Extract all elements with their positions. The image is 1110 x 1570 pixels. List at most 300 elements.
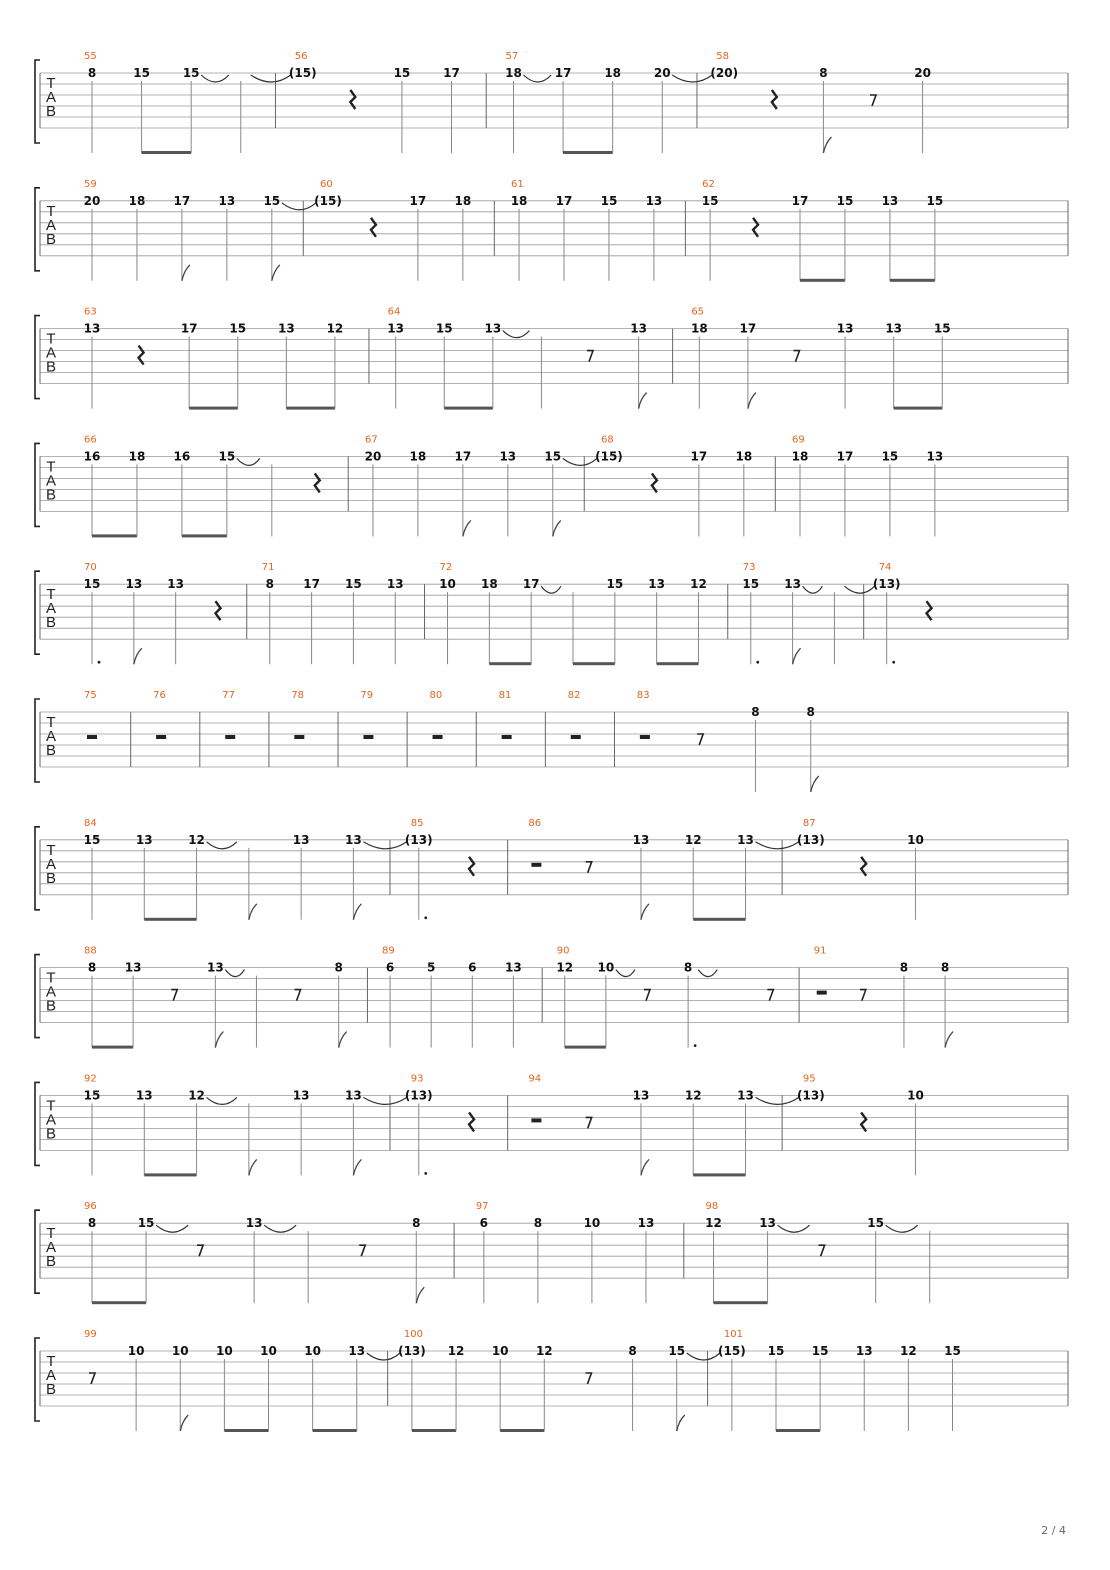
fret-number: 13 [737,832,754,847]
tab-clef-letter: T [46,458,56,476]
fret-number: 18 [128,193,146,208]
note-beam [800,279,845,282]
fret-number: 20 [83,193,101,208]
measure-number: 82 [567,690,581,701]
note-flag [249,1159,257,1175]
fret-number: 17 [443,66,460,80]
note-beam [92,1046,133,1049]
tie-arc [207,842,237,849]
sixteenth-rest [870,95,876,106]
tie-arc [541,586,561,593]
measure-number: 55 [84,51,97,62]
fret-number: 10 [491,1344,509,1358]
measure-number: 67 [364,434,378,446]
half-rest [363,735,373,739]
fret-number: 12 [326,321,344,336]
dot [892,661,895,664]
fret-number: 13 [926,449,944,464]
fret-number: 13 [784,577,801,592]
fret-number: 10 [171,1344,189,1358]
note-flag [416,1287,424,1303]
tie-arc [756,1097,799,1104]
tab-clef-letter: T [46,841,56,859]
fret-number: 17 [836,449,854,464]
note-beam [489,662,531,665]
tab-clef-letter: T [46,1353,56,1370]
half-rest [817,991,827,995]
measure-number: 85 [410,817,424,829]
measure-number: 80 [429,690,443,701]
fret-number: 15 [600,193,618,208]
fret-number: (13) [398,1344,426,1358]
fret-number: 13 [836,321,854,336]
fret-number: 10 [127,1344,145,1358]
eighth-rest [767,990,773,1001]
eighth-rest [171,990,177,1001]
fret-number: 17 [522,577,540,592]
fret-number: 13 [484,321,502,336]
measure-number: 68 [600,434,614,446]
fret-number: 8 [533,1216,543,1231]
measure-number: 64 [387,306,401,318]
fret-number: 13 [277,321,295,336]
tab-clef-letter: T [46,1225,56,1243]
fret-number: 15 [944,1344,961,1358]
system-bracket [35,955,40,1038]
fret-number: 10 [907,1088,924,1103]
fret-number: 18 [128,449,146,464]
note-flag [639,393,647,409]
tie-arc [886,1225,918,1232]
tie-arc [698,970,717,977]
fret-number: 17 [303,577,320,592]
fret-number: 15 [435,321,453,336]
system-bracket [35,316,40,399]
note-beam [890,279,935,282]
fret-number: 12 [556,960,574,975]
system-bracket [35,1082,40,1165]
measure-number: 99 [84,1329,97,1340]
note-flag [793,648,801,664]
note-beam [286,407,335,410]
note-beam [313,1429,357,1432]
tie-arc [616,970,635,977]
fret-number: (13) [797,832,825,847]
half-rest [294,735,304,739]
note-beam [92,1301,146,1304]
eighth-rest [586,862,592,873]
note-flag [677,1415,685,1431]
fret-number: 10 [260,1344,277,1358]
note-beam [776,1429,820,1432]
measure-number: 70 [84,562,97,574]
tab-clef-letter: T [46,714,56,731]
fret-number: 13 [499,449,517,464]
tab-clef-letter: T [46,1097,56,1115]
note-beam [714,1301,768,1304]
fret-number: (15) [718,1344,746,1358]
measure-number: 77 [222,690,235,701]
fret-number: 13 [345,1088,362,1103]
fret-number: 10 [583,1216,601,1231]
fret-number: 13 [630,321,647,336]
fret-number: 18 [505,66,522,80]
fret-number: 15 [229,321,247,336]
measure-number: 66 [84,434,97,446]
sixteenth-rest [197,1245,203,1256]
measure-number: 76 [153,690,166,701]
dot [98,661,101,664]
fret-number: 8 [940,960,950,975]
tie-arc [367,1353,400,1360]
note-flag [945,1032,953,1048]
note-beam [563,151,613,154]
tie-arc [844,586,874,593]
fret-number: 15 [767,1344,785,1358]
note-flag [180,1415,188,1431]
fret-number: 18 [409,449,427,464]
note-flag [823,137,831,153]
tie-arc [672,75,712,82]
half-rest [225,735,235,739]
tab-clef-letter: A [45,89,57,106]
fret-number: (15) [595,449,623,464]
measure-number: 94 [528,1073,542,1085]
tab-clef-letter: A [45,983,57,1001]
tab-clef-letter: B [45,1253,57,1271]
system-bracket [35,571,40,654]
fret-number: 17 [739,321,757,336]
note-beam [224,1429,268,1432]
tie-arc [156,1225,188,1232]
fret-number: 15 [926,193,944,208]
tab-clef-letter: B [45,103,57,120]
measure-number: 58 [716,51,729,62]
tie-arc [201,75,229,82]
measure-number: 62 [702,178,715,190]
fret-number: (13) [872,577,901,592]
fret-number: (13) [404,832,433,847]
note-beam [693,918,745,921]
eighth-rest [587,351,593,362]
fret-number: 18 [454,193,472,208]
tab-clef-letter: B [45,997,57,1015]
fret-number: 15 [867,1216,885,1231]
fret-number: 13 [632,1088,650,1103]
note-flag [553,520,561,536]
fret-number: 13 [206,960,224,975]
fret-number: (20) [710,66,739,80]
fret-number: 17 [791,193,809,208]
fret-number: 15 [544,449,562,464]
tie-arc [363,842,406,849]
tie-arc [503,331,530,338]
fret-number: 18 [604,66,622,80]
fret-number: 8 [751,705,760,719]
fret-number: 13 [292,1088,310,1103]
fret-number: 15 [836,193,854,208]
note-beam [412,1429,456,1432]
half-rest [502,735,512,739]
measure-number: 86 [528,817,542,829]
measure-number: 98 [705,1201,719,1213]
system-bracket [35,443,40,526]
measure-number: 96 [84,1201,97,1213]
fret-number: 15 [83,832,101,847]
fret-number: 13 [345,832,362,847]
fret-number: 13 [125,577,143,592]
note-flag [811,776,819,792]
fret-number: 6 [468,960,477,975]
half-rest [531,863,541,867]
fret-number: 18 [735,449,753,464]
measure-number: 63 [84,306,97,318]
tie-arc [207,1097,237,1104]
fret-number: 15 [393,66,411,80]
half-rest [156,735,166,739]
fret-number: (13) [797,1088,825,1103]
tab-clef-letter: A [45,728,57,745]
fret-number: (15) [314,193,342,208]
eighth-rest [585,1373,591,1384]
fret-number: 13 [135,1088,153,1103]
tab-clef-letter: A [45,600,57,618]
measure-number: 93 [410,1073,424,1085]
fret-number: 13 [348,1344,366,1358]
fret-number: 6 [385,960,395,975]
half-rest [640,735,650,739]
tie-arc [756,842,799,849]
fret-number: 13 [885,321,903,336]
measure-number: 57 [505,51,519,62]
tab-clef-letter: B [45,1125,57,1143]
measure-number: 69 [792,434,805,446]
measure-number: 59 [84,178,97,190]
measure-number: 78 [291,690,305,701]
note-beam [182,534,227,537]
note-beam [144,1173,196,1176]
measure-number: 101 [723,1329,743,1340]
tab-clef-letter: A [45,1111,57,1129]
tab-clef-letter: B [45,230,57,248]
tie-arc [687,1353,720,1360]
fret-number: 15 [218,449,236,464]
half-rest [87,735,97,739]
note-beam [144,918,196,921]
tie-arc [264,1225,296,1232]
measure-number: 88 [84,945,97,957]
fret-number: 13 [648,577,666,592]
note-flag [272,265,280,281]
fret-number: 15 [606,577,624,592]
fret-number: 10 [907,832,924,847]
note-flag [641,1159,649,1175]
fret-number: 6 [479,1216,489,1231]
tab-clef-letter: A [45,472,57,490]
fret-number: 8 [819,66,828,80]
note-beam [142,151,192,154]
tie-arc [778,1225,810,1232]
fret-number: 13 [83,321,101,336]
fret-number: 20 [653,66,671,80]
tie-arc [803,586,823,593]
measure-number: 65 [691,306,705,318]
fret-number: 8 [87,66,97,80]
tab-clef-letter: A [45,216,57,234]
fret-number: 13 [387,321,405,336]
fret-number: 17 [690,449,708,464]
sixteenth-rest [644,990,650,1001]
measure-number: 61 [511,178,524,190]
fret-number: 12 [900,1344,917,1358]
fret-number: 13 [505,960,522,975]
tie-arc [225,970,244,977]
fret-number: 13 [637,1216,655,1231]
eighth-rest [359,1245,365,1256]
fret-number: 13 [245,1216,263,1231]
fret-number: 15 [345,577,362,592]
measure-number: 79 [360,690,374,701]
fret-number: 8 [87,960,97,975]
measure-number: 89 [382,945,395,957]
measure-number: 60 [320,178,333,190]
measure-number: 97 [475,1201,489,1213]
system-bracket [35,827,40,910]
fret-number: 13 [135,832,153,847]
note-beam [444,407,493,410]
fret-number: 13 [737,1088,754,1103]
half-rest [571,735,581,739]
fret-number: 13 [881,193,899,208]
page-indicator: 2 / 4 [1041,1524,1066,1537]
tie-arc [282,203,316,210]
fret-number: 17 [180,321,198,336]
eighth-rest [586,1117,592,1128]
note-flag [339,1032,347,1048]
fret-number: 12 [690,577,707,592]
fret-number: 16 [173,449,191,464]
tie-arc [363,1097,406,1104]
eighth-rest [860,990,866,1001]
tab-clef-letter: T [46,969,56,987]
system-bracket [35,699,40,782]
note-flag [641,904,649,920]
system-bracket [35,188,40,271]
tab-clef-letter: A [45,344,57,362]
measure-number: 74 [878,562,892,574]
fret-number: 8 [334,960,343,975]
sixteenth-rest [819,1245,825,1256]
tab-clef-letter: T [46,202,56,220]
measure-number: 95 [802,1073,816,1085]
note-flag [353,1159,361,1175]
measure-number: 73 [742,562,756,574]
note-beam [92,534,137,537]
tab-clef-letter: B [45,742,57,759]
tab-clef-letter: A [45,1239,57,1257]
fret-number: 8 [899,960,909,975]
note-flag [748,393,756,409]
fret-number: 18 [791,449,809,464]
measure-number: 84 [84,817,97,829]
fret-number: 20 [364,449,382,464]
tab-clef-letter: A [45,855,57,873]
fret-number: 15 [83,577,101,592]
system-bracket [35,60,40,143]
fret-number: 13 [759,1216,776,1231]
fret-number: 13 [292,832,310,847]
measure-number: 71 [261,562,275,574]
eighth-rest [89,1373,95,1384]
fret-number: 5 [426,960,436,975]
eighth-rest [697,734,703,745]
note-beam [573,662,615,665]
note-flag [353,904,361,920]
fret-number: 15 [83,1088,101,1103]
tie-arc [251,75,291,82]
fret-number: 15 [263,193,281,208]
tab-clef-letter: B [45,358,57,376]
fret-number: 15 [668,1344,686,1358]
tab-clef-letter: B [45,614,57,632]
fret-number: 17 [409,193,427,208]
note-beam [894,407,943,410]
fret-number: 8 [806,705,815,719]
fret-number: 13 [632,832,650,847]
note-beam [657,662,699,665]
measure-number: 56 [294,51,308,62]
fret-number: 12 [535,1344,553,1358]
fret-number: 20 [914,66,931,80]
measure-number: 87 [802,817,816,829]
fret-number: 13 [855,1344,873,1358]
dot [694,1044,697,1047]
fret-number: 13 [386,577,404,592]
tab-clef-letter: T [46,75,56,92]
note-flag [134,648,142,664]
eighth-rest [793,351,799,362]
system-bracket [35,1338,40,1421]
fret-number: 8 [412,1216,421,1231]
fret-number: 8 [265,577,274,592]
fret-number: 10 [439,577,456,592]
fret-number: 15 [811,1344,829,1358]
fret-number: 18 [510,193,528,208]
fret-number: 17 [173,193,191,208]
dot [424,916,427,919]
note-beam [565,1046,606,1049]
fret-number: 12 [705,1216,722,1231]
fret-number: (13) [404,1088,433,1103]
fret-number: 15 [137,1216,155,1231]
fret-number: 15 [742,577,760,592]
fret-number: 15 [881,449,899,464]
fret-number: 12 [684,832,702,847]
eighth-rest [295,990,301,1001]
fret-number: 18 [480,577,498,592]
note-flag [249,904,257,920]
fret-number: 18 [690,321,708,336]
fret-number: 12 [188,832,205,847]
fret-number: 15 [133,66,150,80]
note-flag [182,265,190,281]
fret-number: 12 [447,1344,465,1358]
measure-number: 81 [498,690,512,701]
measure-number: 91 [813,945,827,957]
fret-number: 12 [188,1088,205,1103]
fret-number: 13 [645,193,663,208]
fret-number: 13 [124,960,142,975]
